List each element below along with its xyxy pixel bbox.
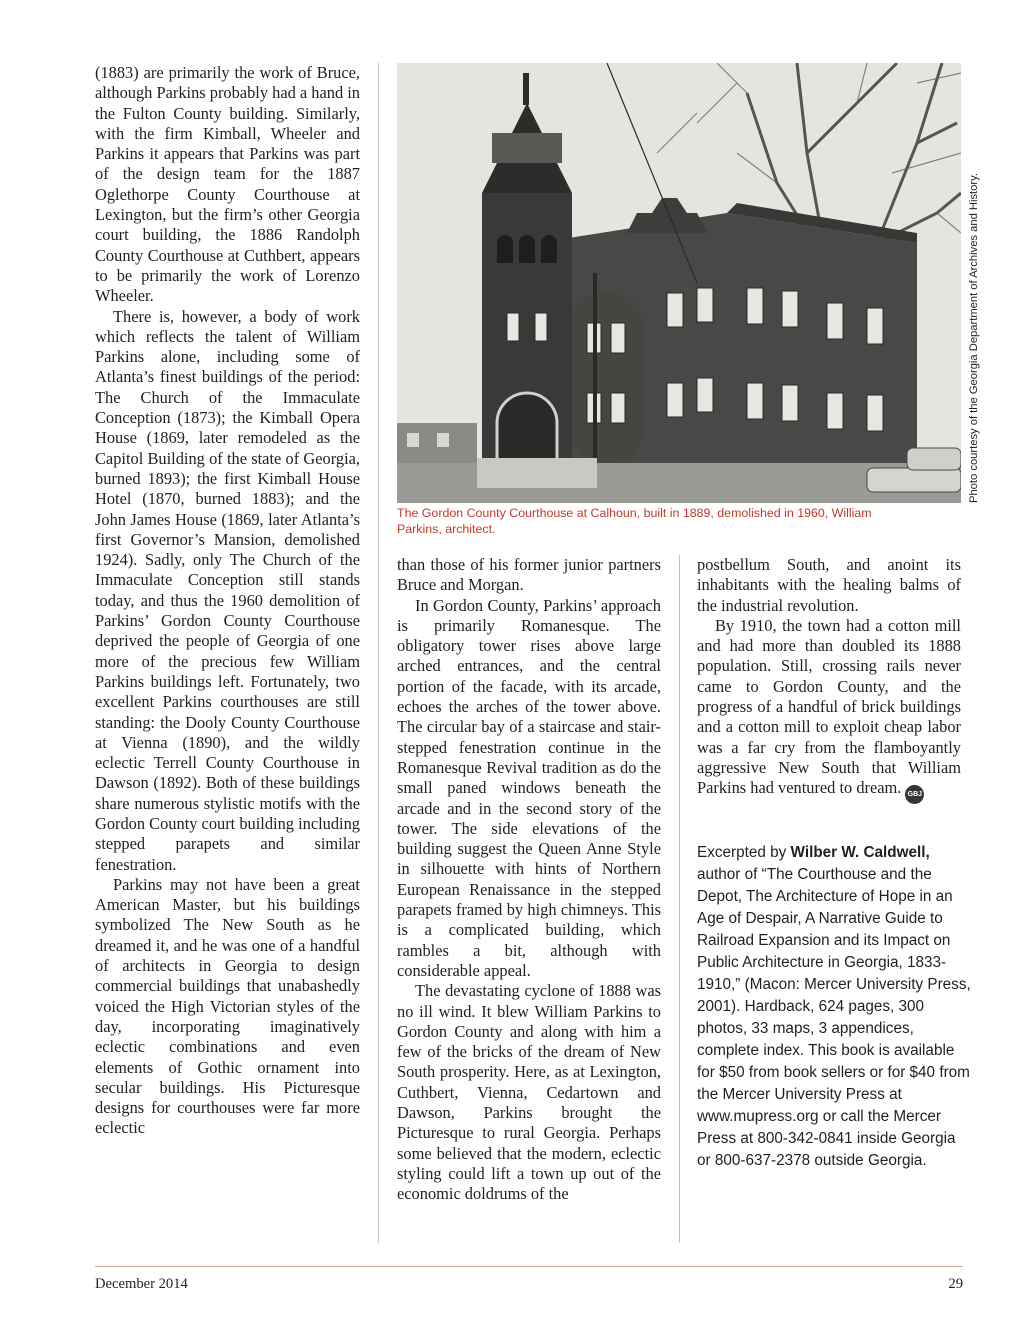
paragraph: (1883) are primarily the work of Bruce, although Parkins probably had a hand in the Fulton County building. Similarly, with the firm Kimball, Wheeler and Parkins it appears that Parkins was part of the design team for the 1887 Oglethorpe County Courthouse at Lexington, but the firm’s other Georgia court building, the 1886 Randolph County Courthouse at Cuthbert, appears to be primarily the work of Lorenzo Wheeler. (95, 63, 360, 306)
paragraph (697, 616, 961, 804)
photo-caption: The Gordon County Courthouse at Calhoun, built in 1889, demolished in 1960, William Parkins, architect. (397, 506, 872, 536)
column-divider (378, 63, 379, 1243)
page-number: 29 (948, 1276, 963, 1292)
paragraph: The devastating cyclone of 1888 was no ill wind. It blew William Parkins to Gordon County and along with him a few of the bricks of the dream of New South prosperity. Here, as at Lexington, Cuthbert, Vienna, Cedartown and Dawson, Parkins brought the Picturesque to rural Georgia. Perhaps some believed that the modern, eclectic styling could lift a town up out of the economic doldrums of the (397, 981, 661, 1204)
article-column-2 (397, 555, 661, 1205)
article-column-3 (697, 555, 961, 804)
footer-date: December 2014 (95, 1276, 188, 1292)
article-column-1 (95, 63, 360, 1139)
column-divider (679, 555, 680, 1243)
end-mark-icon: GBJ (905, 785, 924, 804)
courthouse-photo (397, 63, 961, 503)
excerpt-author: Wilber W. Caldwell, (790, 844, 930, 861)
paragraph: There is, however, a body of work which reflects the talent of William Parkins alone, including some of Atlanta’s finest buildings of the period: The Church of the Immaculate Conception (1873); the Kimball Opera House (1869, later remodeled as the Capitol Building of the state of Georgia, burned 1893); the first Kimball House Hotel (1870, burned 1883); and the John James House (1869, later Atlanta’s first Governor’s Mansion, demolished 1924). Sadly, only The Church of the Immaculate Conception still stands today, and thus the 1960 demolition of Parkins’ Gordon County Courthouse deprived the people of Georgia of one more of the precious few William Parkins buildings left. Fortunately, two excellent Parkins courthouses are still standing: the Dooly County Courthouse at Vienna (1890), and the wildly eclectic Terrell County Courthouse in Dawson (1892). Both of these buildings share numerous stylistic motifs with the Gordon County court building including stepped parapets and similar fenestration. (95, 306, 360, 874)
paragraph: than those of his former junior partners Bruce and Morgan. (397, 555, 661, 595)
footer-divider (95, 1266, 963, 1267)
paragraph: Parkins may not have been a great American Master, but his buildings symbolized The New South as he dreamed it, and he was one of a handful of architects in Georgia to design commercial buildings that unabashedly voiced the High Victorian styles of the day, incorporating imaginatively eclectic combinations and even elements of Gothic ornament into secular buildings. His Picturesque designs for courthouses were far more eclectic (95, 874, 360, 1138)
courthouse-illustration (397, 63, 961, 503)
paragraph-text: By 1910, the town had a cotton mill and had more than doubled its 1888 population. Still, crossing rails never came to Gordon County, and the progress of a handful of brick buildings and a cotton mill to exploit cheap labor was a far cry from the flamboyantly aggressive New South that William Parkins had ventured to dream. (697, 615, 961, 798)
excerpt-lead: Excerpted by (697, 844, 791, 861)
excerpt-body: author of “The Courthouse and the Depot, The Architecture of Hope in an Age of Despair, A Narrative Guide to Railroad Expansion and its Impact on Public Architecture in Georgia, 1833-1910,” (Macon: Mercer University Press, 2001). Hardback, 624 pages, 300 photos, 33 maps, 3 appendices, complete index. This book is available for $50 from book sellers or for $40 from the Mercer University Press at www.mupress.org or call the Mercer Press at 800-342-0841 inside Georgia or 800-637-2378 outside Georgia. (697, 866, 971, 1169)
excerpt-note (697, 842, 972, 1172)
paragraph: In Gordon County, Parkins’ approach is primarily Romanesque. The obligatory tower rises above large arched entrances, and the central portion of the facade, with its arcade, echoes the arches of the tower above. The circular bay of a staircase and stair-stepped fenestration continue in the Romanesque Revival tradition as do the small paned windows beneath the arcade and in the second story of the tower. The side elevations of the building suggest the Queen Anne Style in silhouette with hints of Northern European Renaissance in the stepped parapets framed by high chimneys. This is a complicated building, which rambles a bit, although with considerable appeal. (397, 595, 661, 980)
paragraph: postbellum South, and anoint its inhabitants with the healing balms of the industrial revolution. (697, 555, 961, 615)
photo-credit: Photo courtesy of the Georgia Department of Archives and History. (968, 173, 980, 503)
